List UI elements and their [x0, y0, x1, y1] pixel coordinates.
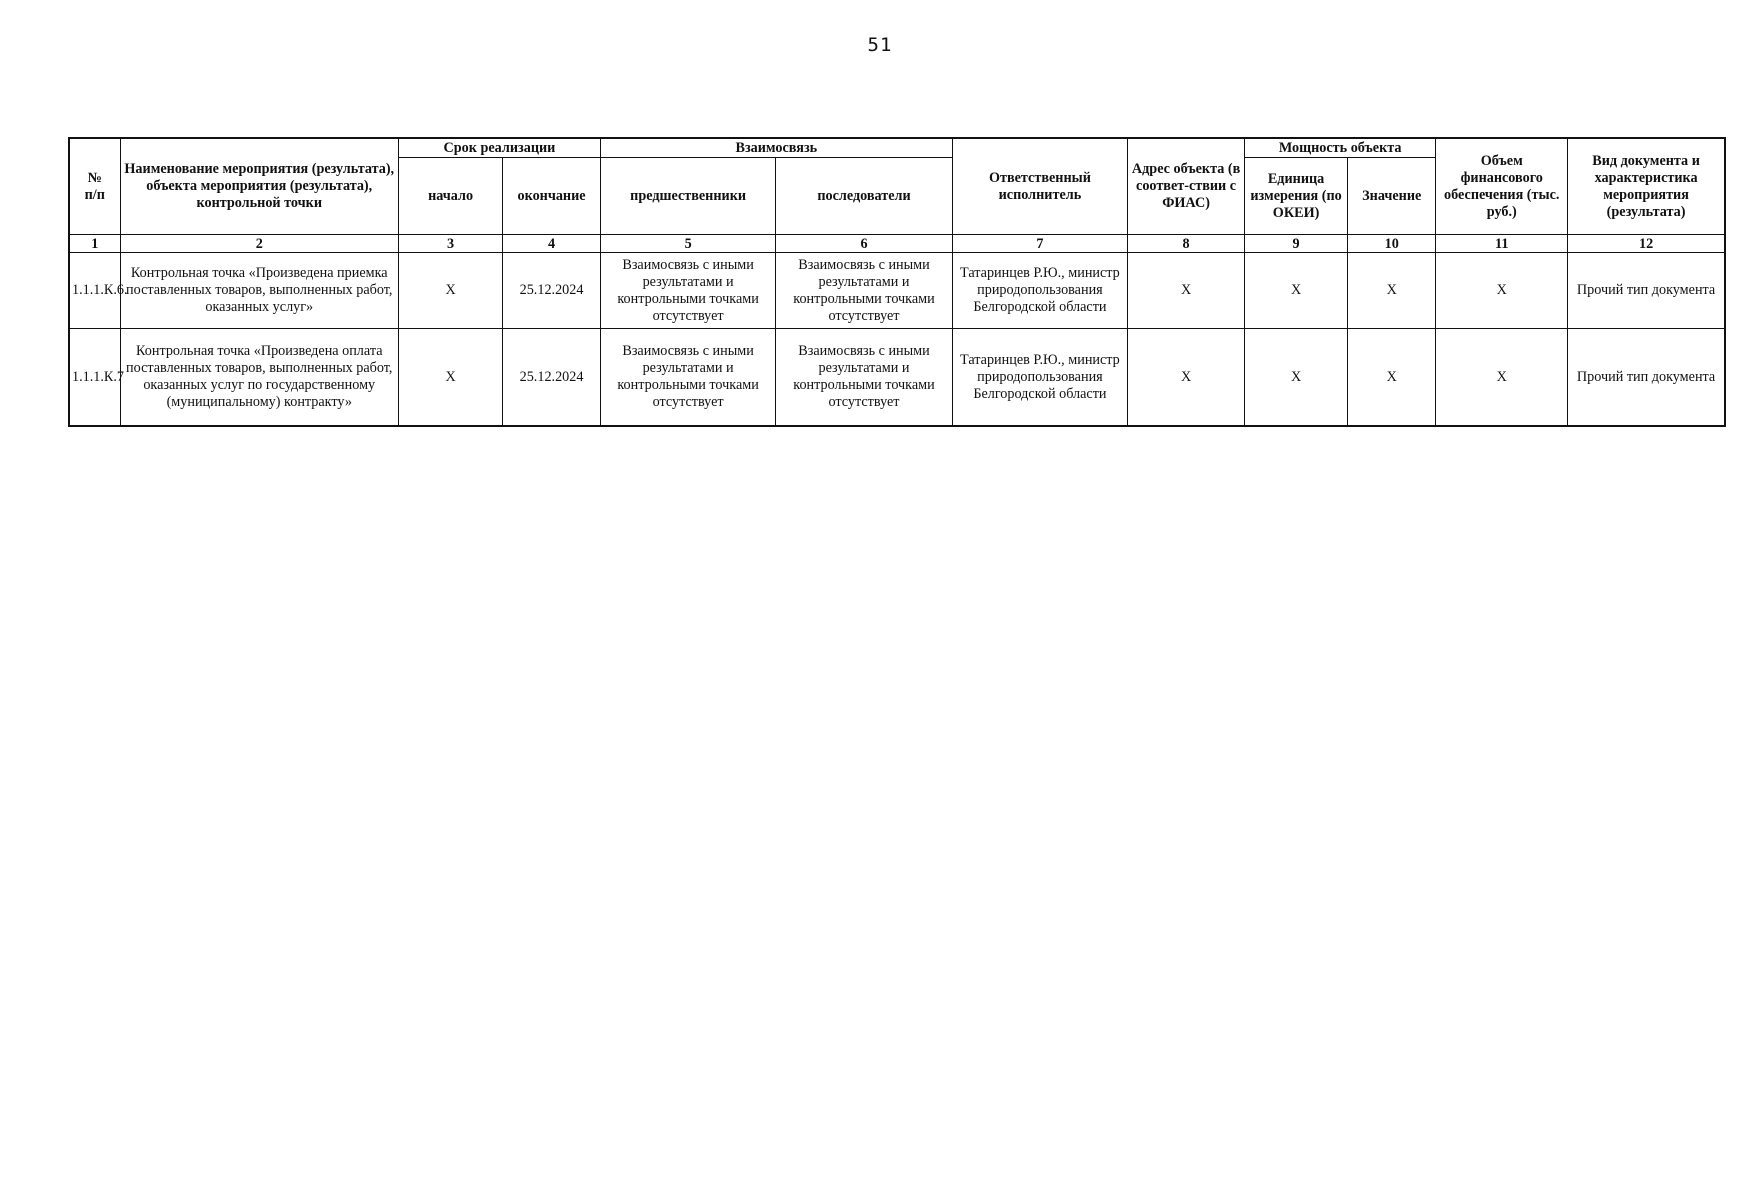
header-value: Значение [1348, 158, 1436, 235]
column-number: 4 [503, 235, 601, 253]
row-responsible: Татаринцев Р.Ю., министр природопользования Белгородской области [952, 253, 1127, 329]
header-finance: Объем финансового обеспечения (тыс. руб.) [1436, 138, 1568, 235]
row-value: X [1348, 253, 1436, 329]
column-number: 10 [1348, 235, 1436, 253]
header-row-1 [69, 138, 1725, 158]
table-row [69, 329, 1725, 427]
row-name: Контрольная точка «Произведена оплата поставленных товаров, выполненных работ, оказанных услуг по государственному (муниципальному) контракту» [120, 329, 398, 427]
row-end: 25.12.2024 [503, 329, 601, 427]
row-doc-type: Прочий тип документа [1568, 329, 1725, 427]
column-number: 6 [776, 235, 952, 253]
row-successors: Взаимосвязь с иными результатами и контрольными точками отсутствует [776, 329, 952, 427]
row-successors: Взаимосвязь с иными результатами и контрольными точками отсутствует [776, 253, 952, 329]
header-relation: Взаимосвязь [600, 138, 952, 158]
column-number: 11 [1436, 235, 1568, 253]
column-number: 12 [1568, 235, 1725, 253]
header-name: Наименование мероприятия (результата), объекта мероприятия (результата), контрольной точки [120, 138, 398, 235]
column-number: 7 [952, 235, 1127, 253]
row-responsible: Татаринцев Р.Ю., министр природопользования Белгородской области [952, 329, 1127, 427]
column-number: 3 [398, 235, 502, 253]
column-number-row [69, 235, 1725, 253]
table-row [69, 253, 1725, 329]
row-value: X [1348, 329, 1436, 427]
row-start: X [398, 253, 502, 329]
header-doc-type: Вид документа и характеристика мероприятия (результата) [1568, 138, 1725, 235]
column-number: 2 [120, 235, 398, 253]
header-predecessors: предшественники [600, 158, 775, 235]
row-unit: X [1245, 253, 1348, 329]
header-period-end: окончание [503, 158, 601, 235]
header-capacity: Мощность объекта [1245, 138, 1436, 158]
column-number: 1 [69, 235, 120, 253]
row-finance: X [1436, 253, 1568, 329]
header-period: Срок реализации [398, 138, 600, 158]
row-unit: X [1245, 329, 1348, 427]
column-number: 5 [600, 235, 775, 253]
row-num: 1.1.1.К.7 [69, 329, 120, 427]
row-finance: X [1436, 329, 1568, 427]
row-doc-type: Прочий тип документа [1568, 253, 1725, 329]
page-number: 51 [867, 34, 893, 56]
row-predecessors: Взаимосвязь с иными результатами и контрольными точками отсутствует [600, 329, 775, 427]
row-num: 1.1.1.К.6. [69, 253, 120, 329]
column-number: 8 [1128, 235, 1245, 253]
header-unit: Единица измерения (по ОКЕИ) [1245, 158, 1348, 235]
header-responsible: Ответственный исполнитель [952, 138, 1127, 235]
column-number: 9 [1245, 235, 1348, 253]
row-start: X [398, 329, 502, 427]
row-name: Контрольная точка «Произведена приемка поставленных товаров, выполненных работ, оказанных услуг» [120, 253, 398, 329]
row-end: 25.12.2024 [503, 253, 601, 329]
row-address: X [1128, 329, 1245, 427]
header-address: Адрес объекта (в соответ-ствии с ФИАС) [1128, 138, 1245, 235]
header-period-start: начало [398, 158, 502, 235]
header-num: № п/п [69, 138, 120, 235]
row-predecessors: Взаимосвязь с иными результатами и контрольными точками отсутствует [600, 253, 775, 329]
plan-table [68, 137, 1726, 427]
header-successors: последователи [776, 158, 952, 235]
row-address: X [1128, 253, 1245, 329]
